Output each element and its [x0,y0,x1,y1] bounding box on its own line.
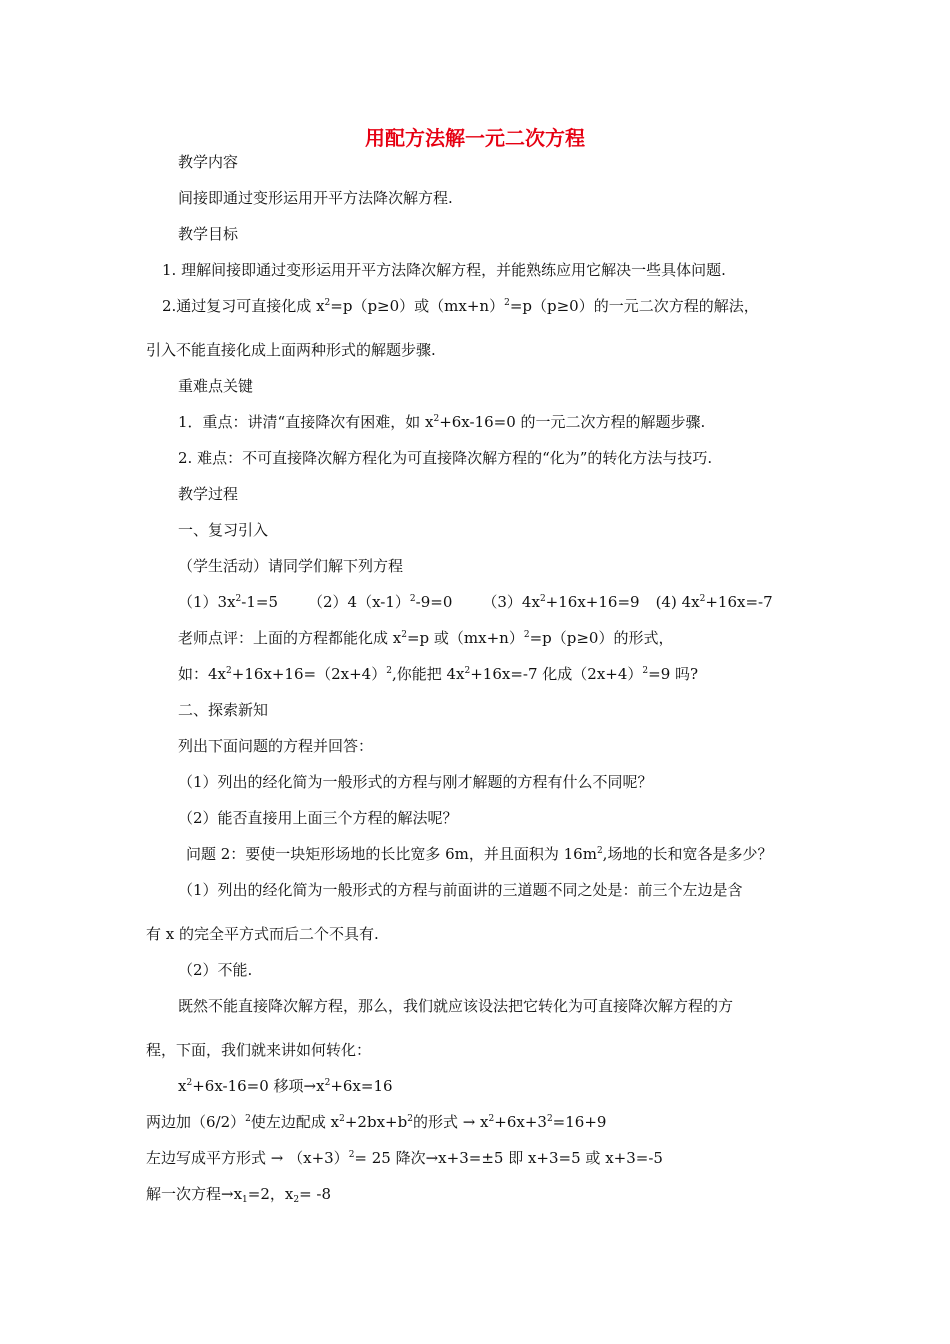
teaching-content-text: 间接即通过变形运用开平方法降次解方程. [178,189,453,207]
section-explore: 二、探索新知 [178,701,269,719]
goal-2-continued: 引入不能直接化成上面两种形式的解题步骤. [146,341,436,359]
equation-list [178,592,773,612]
answer-1: （1）列出的经化简为一般形式的方程与前面讲的三道题不同之处是：前三个左边是含 [178,881,743,899]
student-activity: （学生活动）请同学们解下列方程 [178,557,404,575]
equation-4: (4) $4x^2+16x=-7$ [655,593,773,611]
key-point-1: 1．重点：讲清“直接降次有困难，如 $x^2+6x-16=0$ 的一元二次方程的解题步骤. [178,413,706,431]
heading-teaching-process: 教学过程 [178,485,239,503]
problem-2: 问题 2：要使一块矩形场地的长比宽多 6m，并且面积为 $16m^2$,场地的长和宽各是多少？ [186,845,773,863]
question-2: （2）能否直接用上面三个方程的解法呢？ [178,809,458,827]
key-point-2: 2. 难点：不可直接降次解方程化为可直接降次解方程的“化为”的转化方法与技巧. [178,449,713,467]
step-4: 解一次方程$\to x_1=2$，$x_2= -8$ [146,1185,332,1205]
question-1: （1）列出的经化简为一般形式的方程与刚才解题的方程有什么不同呢？ [178,773,653,791]
section-review: 一、复习引入 [178,521,269,539]
equation-1: $(1)3x^2-1=5$ [178,593,279,611]
heading-teaching-content: 教学内容 [178,153,239,171]
paragraph-transition: 既然不能直接降次解方程，那么，我们就应该设法把它转化为可直接降次解方程的方 [178,997,734,1015]
document-title: 用配方法解一元二次方程 [365,126,585,150]
answer-1-continued: 有 x 的完全平方式而后二个不具有. [146,925,379,943]
goal-1: 1. 理解间接即通过变形运用开平方法降次解方程，并能熟练应用它解决一些具体问题. [162,261,726,279]
step-3: 左边写成平方形式 → $(x+3)^2= 25$ 降次→x+3=±5 即 x+3=5 或 x+3=-5 [146,1149,663,1167]
step-1: $x^2+6x-16=0$ 移项$\to x^2+6x=16$ [178,1077,393,1095]
example-line: 如：$4x^2+16x+16=(2x+4)^2$,你能把 $4x^2+16x=-7$ 化成$(2x+4)^2=9$ 吗? [178,665,699,683]
equation-3: $(3)4x^2+16x+16=9$ [482,593,640,611]
teacher-comment: 老师点评：上面的方程都能化成 $x^2=p$ 或$(mx+n)^2=p(p\ge 0)$的形式， [178,629,674,647]
equation-2: $(2)4(x-1)^2-9=0$ [308,593,453,611]
answer-2: （2）不能. [178,961,253,979]
task-intro: 列出下面问题的方程并回答： [178,737,374,755]
goal-2: 2.通过复习可直接化成 $x^2=p(p\ge 0)$或$(mx+n)^2=p(p\ge 0)$的一元二次方程的解法， [162,297,759,315]
heading-teaching-goals: 教学目标 [178,225,239,243]
paragraph-transition-continued: 程，下面，我们就来讲如何转化： [146,1041,372,1059]
heading-key-points: 重难点关键 [178,377,254,395]
step-2: 两边加$(6/2)^2$使左边配成 $x^2+2bx+b^2$的形式 → $x^2+6x+3^2=16+9$ [146,1113,607,1131]
